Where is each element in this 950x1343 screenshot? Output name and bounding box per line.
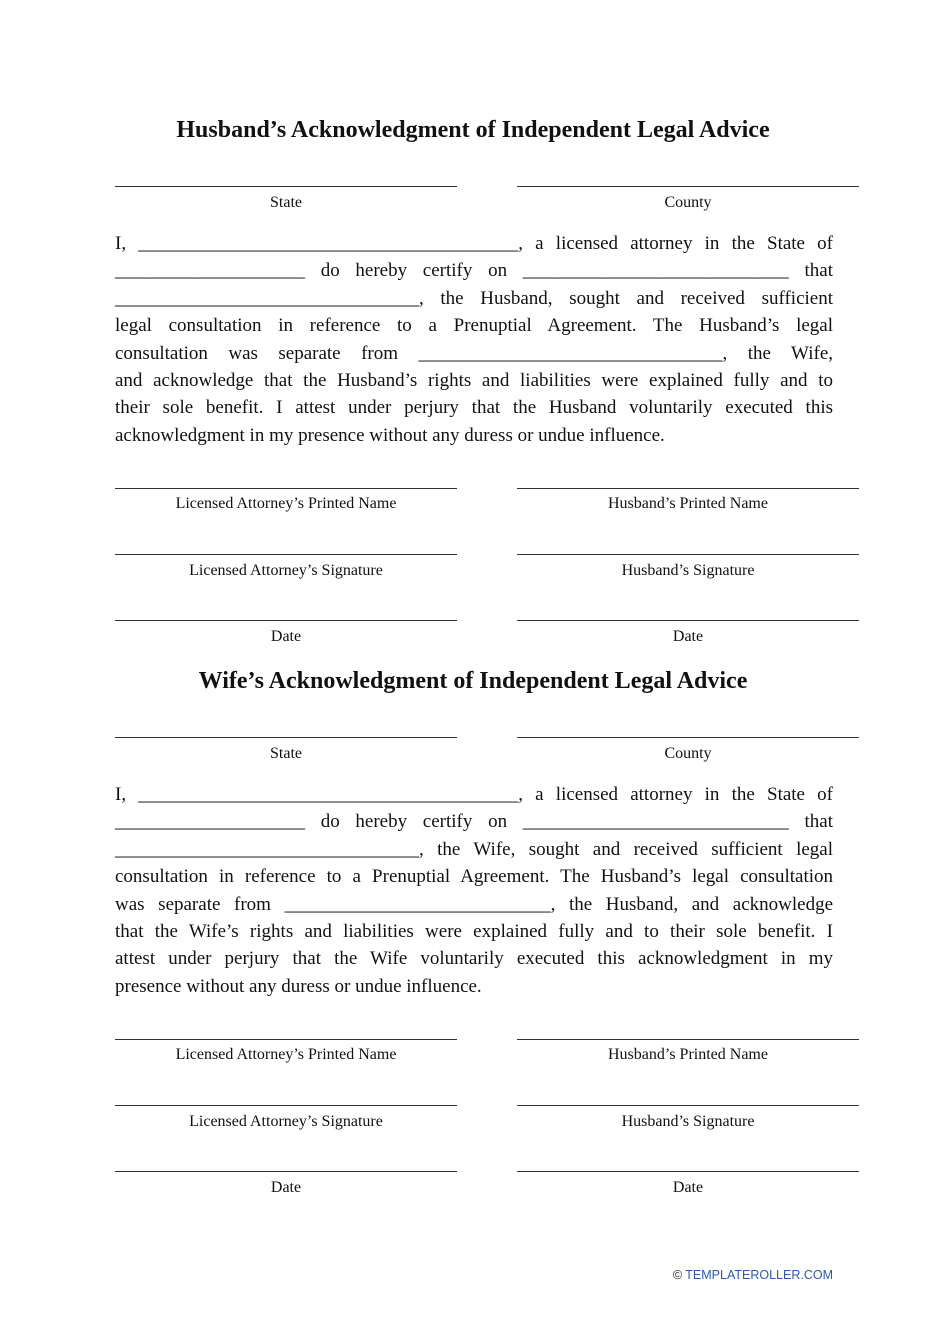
paragraph-line: presence without any duress or undue influence. [115, 975, 482, 997]
paragraph-line: was separate from ____________________________, the Husband, and acknowledge [115, 893, 833, 915]
attorney-signature-label: Licensed Attorney’s Signature [189, 1113, 383, 1130]
paragraph-line: I, ________________________________________, a licensed attorney in the State of [115, 233, 833, 254]
date-label: Date [672, 1179, 704, 1196]
paragraph-line: legal consultation in reference to a Prenuptial Agreement. The Husband’s legal [115, 315, 833, 337]
county-field-husband[interactable] [517, 186, 859, 187]
husband-printed-name-label: Husband’s Printed Name [608, 1046, 768, 1063]
date-label: Date [270, 1179, 302, 1196]
husband-signature-field[interactable] [517, 554, 859, 555]
county-field-wife[interactable] [517, 737, 859, 738]
paragraph-line: that the Wife’s rights and liabilities were explained fully and to their sole benefit. I [115, 921, 833, 943]
county-label: County [664, 745, 712, 762]
footer-site-link[interactable]: TEMPLATEROLLER.COM [685, 1268, 833, 1282]
paragraph-line: consultation in reference to a Prenuptial Agreement. The Husband’s legal consultation [115, 866, 833, 888]
copyright-icon: © [672, 1268, 683, 1282]
paragraph-line: ________________________________, the Wife, sought and received sufficient legal [115, 838, 833, 860]
county-label: County [664, 194, 712, 211]
state-field-wife[interactable] [115, 737, 457, 738]
attorney-signature-field[interactable] [115, 1105, 457, 1106]
attorney-signature-field[interactable] [115, 554, 457, 555]
attorney-date-field[interactable] [115, 620, 457, 621]
state-label: State [270, 194, 302, 211]
wife-date-field[interactable] [517, 1171, 859, 1172]
paragraph-line: ________________________________, the Husband, sought and received sufficient [115, 287, 833, 309]
section-title-wife: Wife’s Acknowledgment of Independent Legal Advice [198, 668, 748, 694]
husband-printed-name-label: Husband’s Printed Name [608, 495, 768, 512]
attorney-date-field[interactable] [115, 1171, 457, 1172]
attorney-signature-label: Licensed Attorney’s Signature [189, 562, 383, 579]
paragraph-line: I, ________________________________________, a licensed attorney in the State of [115, 784, 833, 805]
husband-printed-name-field[interactable] [517, 1039, 859, 1040]
paragraph-line: ____________________ do hereby certify on ____________________________ that [115, 811, 833, 833]
husband-signature-label: Husband’s Signature [621, 1113, 755, 1130]
paragraph-line: and acknowledge that the Husband’s rights and liabilities were explained fully and to [115, 370, 833, 392]
husband-date-field[interactable] [517, 620, 859, 621]
husband-signature-field[interactable] [517, 1105, 859, 1106]
attorney-printed-name-label: Licensed Attorney’s Printed Name [175, 495, 397, 512]
attorney-printed-name-label: Licensed Attorney’s Printed Name [175, 1046, 397, 1063]
state-field-husband[interactable] [115, 186, 457, 187]
footer-branding [673, 1268, 833, 1282]
date-label: Date [672, 628, 704, 645]
state-label: State [270, 745, 302, 762]
husband-signature-label: Husband’s Signature [621, 562, 755, 579]
section-title-husband: Husband’s Acknowledgment of Independent Legal Advice [176, 117, 770, 143]
husband-certification-paragraph [115, 230, 833, 449]
wife-certification-paragraph [115, 781, 833, 1000]
paragraph-line: attest under perjury that the Wife voluntarily executed this acknowledgment in my [115, 948, 833, 970]
date-label: Date [270, 628, 302, 645]
paragraph-line: consultation was separate from ________________________________, the Wife, [115, 342, 833, 364]
husband-printed-name-field[interactable] [517, 488, 859, 489]
paragraph-line: their sole benefit. I attest under perjury that the Husband voluntarily executed this [115, 397, 833, 419]
paragraph-line: acknowledgment in my presence without any duress or undue influence. [115, 424, 665, 446]
paragraph-line: ____________________ do hereby certify on ____________________________ that [115, 260, 833, 282]
attorney-printed-name-field[interactable] [115, 488, 457, 489]
attorney-printed-name-field[interactable] [115, 1039, 457, 1040]
